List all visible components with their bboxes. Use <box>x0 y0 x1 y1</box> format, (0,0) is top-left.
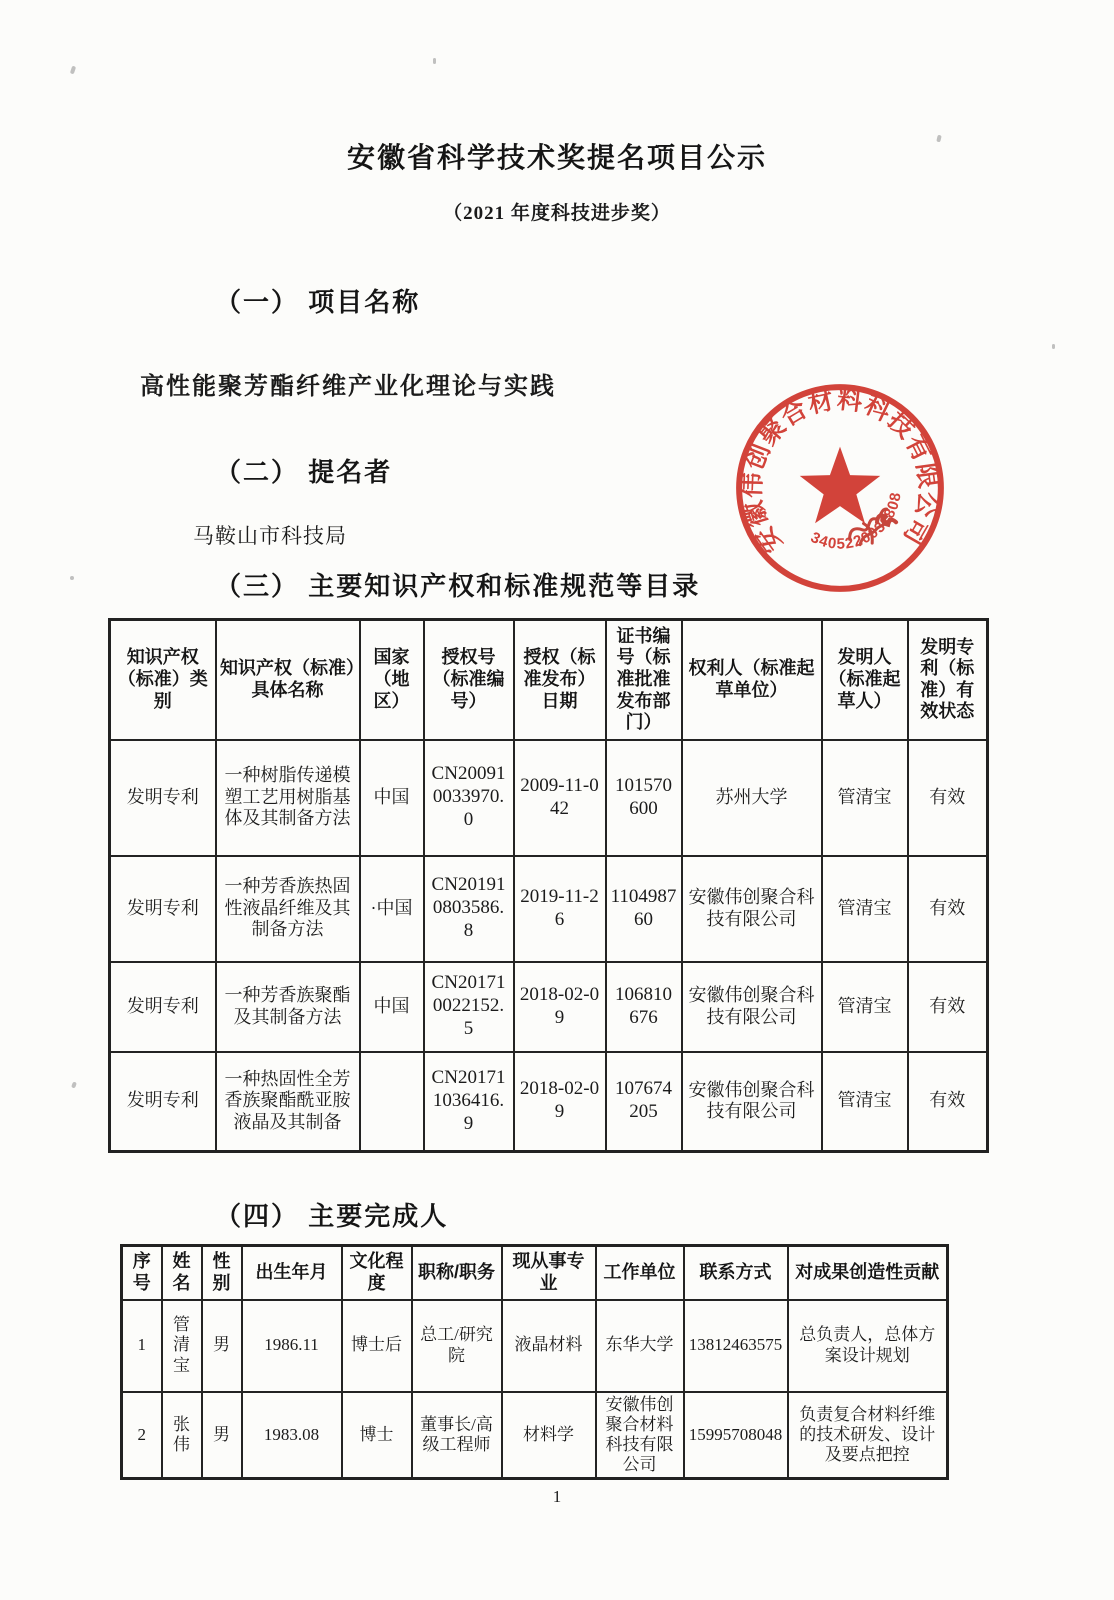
person-col-header: 姓名 <box>162 1246 202 1300</box>
ip-table <box>108 618 989 1153</box>
person-cell: 管清宝 <box>162 1300 202 1392</box>
ip-col-header: 证书编号（标准批准发布部门） <box>606 620 682 740</box>
section-heading-project-name: （一） 项目名称 <box>215 287 421 317</box>
person-col-header: 性别 <box>202 1246 242 1300</box>
page-number: 1 <box>552 1487 562 1506</box>
ip-col-header: 知识产权（标准）具体名称 <box>216 620 360 740</box>
ip-table-row <box>110 1052 988 1152</box>
person-col-header: 现从事专业 <box>502 1246 596 1300</box>
ip-col-header: 授权（标准发布）日期 <box>514 620 606 740</box>
person-cell: 液晶材料 <box>502 1300 596 1392</box>
ip-cell: 管清宝 <box>822 856 908 962</box>
ip-cell: CN201710022152.5 <box>424 962 514 1052</box>
ip-cell: 2009-11-042 <box>514 740 606 856</box>
ip-cell: 发明专利 <box>110 856 216 962</box>
page-title: 安徽省科学技术奖提名项目公示 <box>346 142 767 173</box>
person-table-row <box>122 1392 948 1479</box>
person-cell: 总工/研究院 <box>412 1300 502 1392</box>
person-cell: 材料学 <box>502 1392 596 1479</box>
person-cell: 2 <box>122 1392 162 1479</box>
scan-speck <box>70 66 76 75</box>
stamp-serial-text: 3405220031808 <box>807 490 905 553</box>
scan-speck <box>71 1081 77 1088</box>
ip-cell: 发明专利 <box>110 962 216 1052</box>
ip-cell: 106810676 <box>606 962 682 1052</box>
person-cell: 总负责人，总体方案设计规划 <box>788 1300 948 1392</box>
person-col-header: 文化程度 <box>342 1246 412 1300</box>
person-cell: 东华大学 <box>596 1300 684 1392</box>
ip-cell: ·中国 <box>360 856 424 962</box>
ip-cell: 管清宝 <box>822 962 908 1052</box>
person-table-row <box>122 1300 948 1392</box>
ip-cell: 苏州大学 <box>682 740 822 856</box>
ip-cell: 发明专利 <box>110 740 216 856</box>
person-table <box>120 1244 949 1480</box>
ip-cell: 管清宝 <box>822 740 908 856</box>
ip-header-row <box>110 620 988 740</box>
ip-cell <box>360 1052 424 1152</box>
person-cell: 负责复合材料纤维的技术研发、设计及要点把控 <box>788 1392 948 1479</box>
person-cell: 董事长/高级工程师 <box>412 1392 502 1479</box>
ip-cell: 中国 <box>360 962 424 1052</box>
ip-cell: 一种芳香族聚酯及其制备方法 <box>216 962 360 1052</box>
ip-cell: CN201910803586.8 <box>424 856 514 962</box>
ip-cell: 发明专利 <box>110 1052 216 1152</box>
ip-cell: 101570600 <box>606 740 682 856</box>
ip-cell: 有效 <box>908 962 988 1052</box>
section-heading-nominator: （二） 提名者 <box>215 457 393 487</box>
scan-speck <box>1052 344 1055 349</box>
person-cell: 1 <box>122 1300 162 1392</box>
ip-cell: 一种芳香族热固性液晶纤维及其制备方法 <box>216 856 360 962</box>
ip-cell: 中国 <box>360 740 424 856</box>
section-heading-ip-list: （三） 主要知识产权和标准规范等目录 <box>215 571 701 601</box>
person-col-header: 对成果创造性贡献 <box>788 1246 948 1300</box>
scan-speck <box>433 58 436 64</box>
person-cell: 张伟 <box>162 1392 202 1479</box>
ip-cell: 安徽伟创聚合科技有限公司 <box>682 856 822 962</box>
ip-cell: 有效 <box>908 740 988 856</box>
person-col-header: 职称/职务 <box>412 1246 502 1300</box>
scan-speck <box>70 576 74 580</box>
person-col-header: 工作单位 <box>596 1246 684 1300</box>
ip-cell: 安徽伟创聚合科技有限公司 <box>682 1052 822 1152</box>
ip-col-header: 权利人（标准起草单位） <box>682 620 822 740</box>
ip-col-header: 授权号（标准编号） <box>424 620 514 740</box>
ip-col-header: 知识产权（标准）类别 <box>110 620 216 740</box>
ip-col-header: 发明专利（标准）有效状态 <box>908 620 988 740</box>
ip-cell: 2018-02-09 <box>514 962 606 1052</box>
ip-cell: 一种树脂传递模塑工艺用树脂基体及其制备方法 <box>216 740 360 856</box>
ip-table-row <box>110 856 988 962</box>
person-col-header: 序号 <box>122 1246 162 1300</box>
ip-cell: 有效 <box>908 1052 988 1152</box>
page-subtitle: （2021 年度科技进步奖） <box>443 203 671 224</box>
ip-col-header: 发明人（标准起草人） <box>822 620 908 740</box>
ip-table-row <box>110 962 988 1052</box>
ip-cell: CN200910033970.0 <box>424 740 514 856</box>
person-cell: 1983.08 <box>242 1392 342 1479</box>
person-cell: 男 <box>202 1392 242 1479</box>
ip-cell: CN201711036416.9 <box>424 1052 514 1152</box>
person-cell: 1986.11 <box>242 1300 342 1392</box>
company-stamp <box>724 372 956 604</box>
ip-col-header: 国家（地区） <box>360 620 424 740</box>
section-heading-completers: （四） 主要完成人 <box>215 1201 449 1231</box>
ip-cell: 2019-11-26 <box>514 856 606 962</box>
ip-cell: 管清宝 <box>822 1052 908 1152</box>
ip-table-row <box>110 740 988 856</box>
person-cell: 男 <box>202 1300 242 1392</box>
person-col-header: 联系方式 <box>684 1246 788 1300</box>
nominator: 马鞍山市科技局 <box>193 524 347 548</box>
person-cell: 13812463575 <box>684 1300 788 1392</box>
ip-cell: 107674205 <box>606 1052 682 1152</box>
person-col-header: 出生年月 <box>242 1246 342 1300</box>
project-name: 高性能聚芳酯纤维产业化理论与实践 <box>140 374 556 400</box>
ip-cell: 有效 <box>908 856 988 962</box>
person-cell: 15995708048 <box>684 1392 788 1479</box>
person-cell: 博士 <box>342 1392 412 1479</box>
person-cell: 安徽伟创聚合材料科技有限公司 <box>596 1392 684 1479</box>
ip-cell: 2018-02-09 <box>514 1052 606 1152</box>
stamp-company-text: 安徽伟创聚合材料科技有限公司 <box>737 385 943 558</box>
person-cell: 博士后 <box>342 1300 412 1392</box>
ip-cell: 一种热固性全芳香族聚酯酰亚胺液晶及其制备 <box>216 1052 360 1152</box>
ip-cell: 110498760 <box>606 856 682 962</box>
ip-cell: 安徽伟创聚合科技有限公司 <box>682 962 822 1052</box>
person-header-row <box>122 1246 948 1300</box>
stamp-star-icon <box>800 447 880 524</box>
